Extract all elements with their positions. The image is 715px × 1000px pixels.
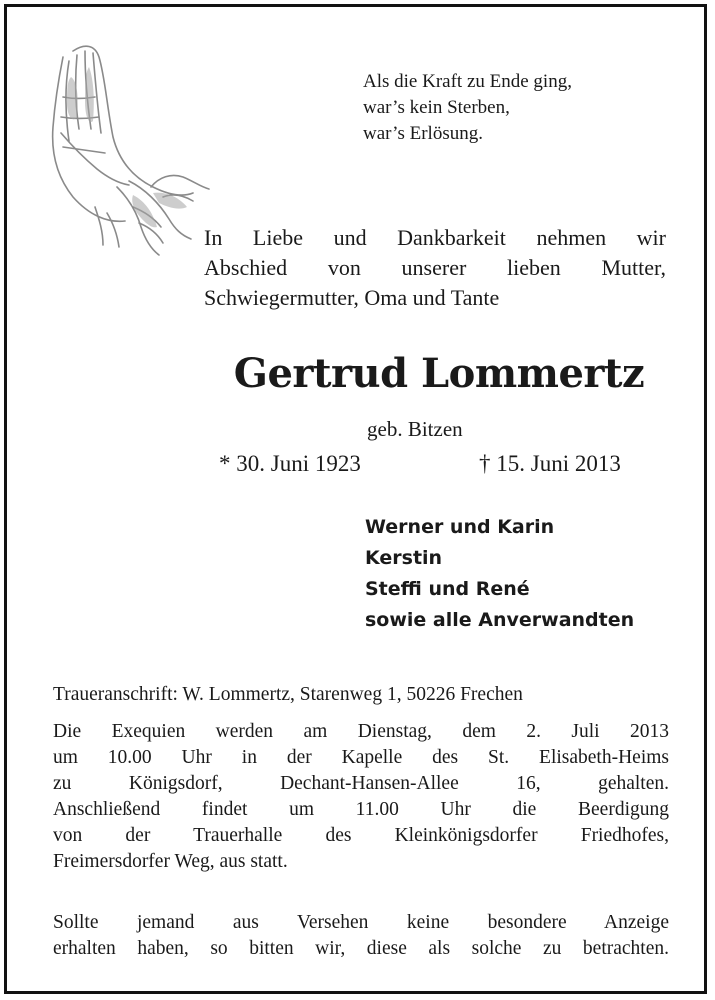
poem-line: war’s kein Sterben, xyxy=(363,97,510,118)
mourning-address: Traueranschrift: W. Lommertz, Starenweg 1, 50226 Frechen xyxy=(53,684,523,705)
funeral-details-line: Die Exequien werden am Dienstag, dem 2. Juli 2013 xyxy=(53,721,669,742)
death-date: † 15. Juni 2013 xyxy=(479,451,621,476)
notice-line: erhalten haben, so bitten wir, diese als solche zu betrachten. xyxy=(53,938,669,959)
deceased-name: Gertrud Lommertz xyxy=(233,350,645,397)
funeral-details-line: zu Königsdorf, Dechant-Hansen-Allee 16, gehalten. xyxy=(53,773,669,794)
mourners-list xyxy=(365,512,634,636)
praying-hands-icon xyxy=(33,37,213,259)
intro-line: Abschied von unserer lieben Mutter, xyxy=(204,255,666,280)
intro-line: In Liebe und Dankbarkeit nehmen wir xyxy=(204,225,666,250)
mourner: Steffi und René xyxy=(365,578,530,600)
intro-line: Schwiegermutter, Oma und Tante xyxy=(204,285,500,310)
funeral-details-line: um 10.00 Uhr in der Kapelle des St. Elisabeth-Heims xyxy=(53,747,669,768)
obituary-frame xyxy=(4,4,707,994)
funeral-details-line: von der Trauerhalle des Kleinkönigsdorfer Friedhofes, xyxy=(53,825,669,846)
notice-line: Sollte jemand aus Versehen keine besondere Anzeige xyxy=(53,912,669,933)
mourner: sowie alle Anverwandten xyxy=(365,609,635,631)
notice-text xyxy=(53,910,669,962)
poem xyxy=(363,69,572,147)
poem-line: war’s Erlösung. xyxy=(363,123,483,144)
mourner: Werner und Karin xyxy=(365,516,555,538)
birth-date: * 30. Juni 1923 xyxy=(219,451,361,476)
funeral-details-line: Anschließend findet um 11.00 Uhr die Beerdigung xyxy=(53,799,669,820)
maiden-name: geb. Bitzen xyxy=(367,417,463,441)
intro-text xyxy=(204,223,666,313)
poem-line: Als die Kraft zu Ende ging, xyxy=(363,71,572,92)
mourner: Kerstin xyxy=(365,547,443,569)
funeral-details-line: Freimersdorfer Weg, aus statt. xyxy=(53,851,288,872)
funeral-details xyxy=(53,719,669,875)
